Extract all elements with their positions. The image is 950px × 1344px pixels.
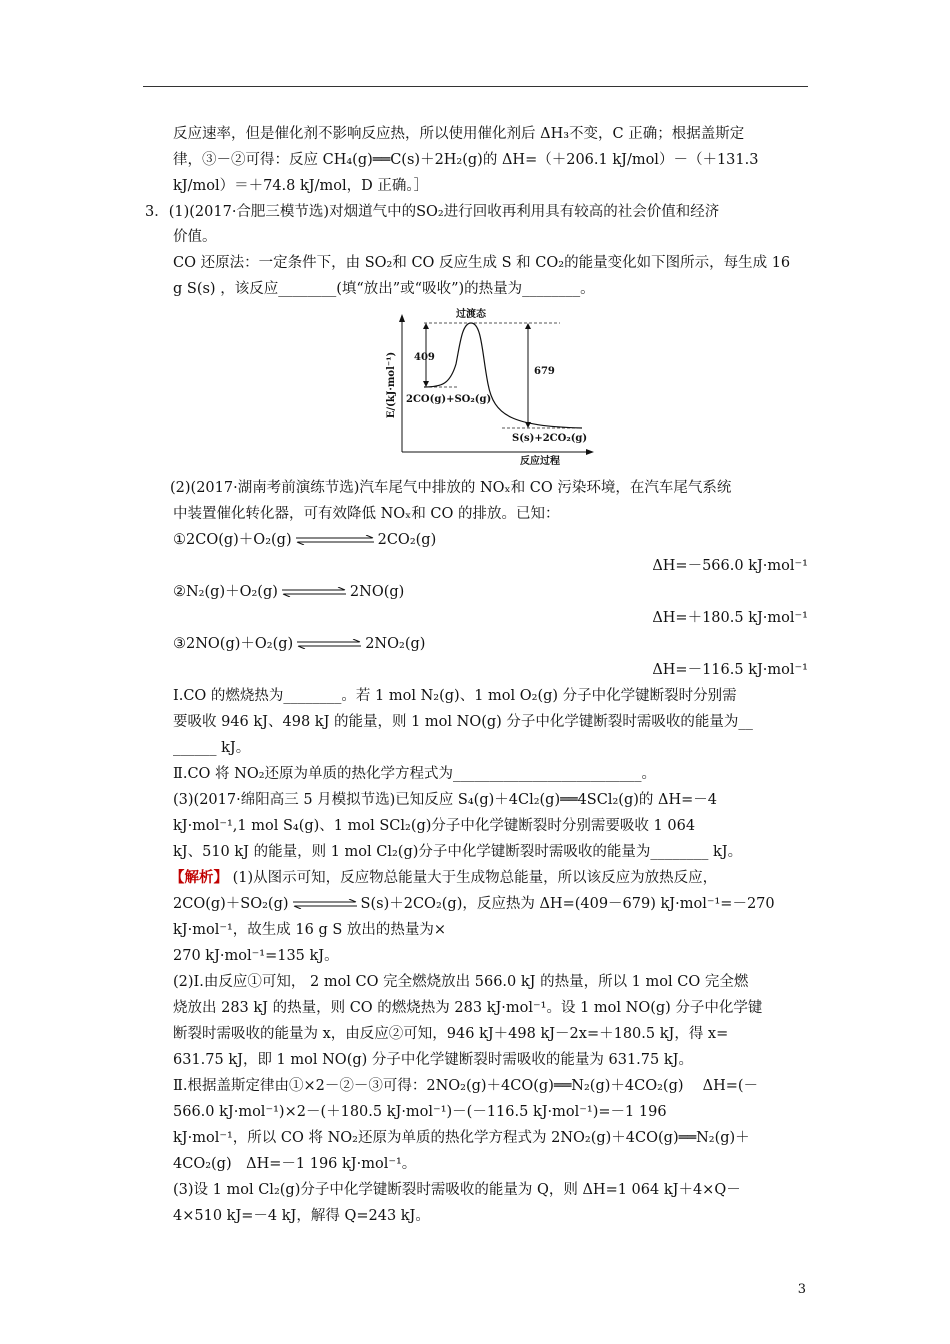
paragraph-line: kJ·mol⁻¹,1 mol S₄(g)、1 mol SCl₂(g)分子中化学键断裂时分别需要吸收 1 064 xyxy=(173,818,696,834)
solution-line: 270 kJ·mol⁻¹=135 kJ。 xyxy=(173,948,339,964)
equilibrium-arrow xyxy=(293,899,357,909)
paragraph-line: (3)(2017·绵阳高三 5 月模拟节选)已知反应 S₄(g)＋4Cl₂(g)══4SCl₂(g)的 ΔH=－4 xyxy=(173,792,717,808)
equation-1 xyxy=(173,530,436,550)
equation-2-enthalpy: ΔH=＋180.5 kJ·mol⁻¹ xyxy=(652,610,808,626)
product-label: S(s)+2CO₂(g) xyxy=(512,433,588,444)
transition-state-label: 过渡态 xyxy=(456,309,486,320)
solution-tag: 【解析】 xyxy=(170,869,228,886)
energy-curve xyxy=(424,323,582,428)
equation-3-enthalpy: ΔH=－116.5 kJ·mol⁻¹ xyxy=(652,662,808,678)
reactant-label: 2CO(g)+SO₂(g) xyxy=(406,394,492,405)
solution-line: Ⅱ.根据盖斯定律由①×2－②－③可得：2NO₂(g)＋4CO(g)══N₂(g)＋4CO₂(g) ΔH=(－ xyxy=(173,1078,759,1094)
solution-line: 566.0 kJ·mol⁻¹)×2－(＋180.5 kJ·mol⁻¹)－(－116.5 kJ·mol⁻¹)=－1 196 xyxy=(173,1104,667,1120)
barrier-arrow-head xyxy=(423,323,429,329)
equation-1-enthalpy: ΔH=－566.0 kJ·mol⁻¹ xyxy=(652,558,808,574)
equation-lhs: ③2NO(g)＋O₂(g) xyxy=(173,636,294,652)
paragraph-line: kJ/mol）＝＋74.8 kJ/mol，D 正确。］ xyxy=(173,178,429,194)
energy-diagram xyxy=(372,304,604,468)
equation-lhs: ①2CO(g)＋O₂(g) xyxy=(173,532,292,548)
paragraph-line: Ⅱ.CO 将 NO₂还原为单质的热化学方程式为__________________________。 xyxy=(173,766,657,782)
solution-line: 4×510 kJ=－4 kJ，解得 Q=243 kJ。 xyxy=(173,1208,430,1224)
equation-rhs: 2NO₂(g) xyxy=(365,636,426,652)
solution-lhs: 2CO(g)＋SO₂(g) xyxy=(173,896,289,912)
paragraph-line: 律，③－②可得：反应 CH₄(g)══C(s)＋2H₂(g)的 ΔH=（＋206.1 kJ/mol）－（＋131.3 xyxy=(173,152,759,168)
solution-line: 4CO₂(g) ΔH=－1 196 kJ·mol⁻¹。 xyxy=(173,1156,417,1172)
paragraph-line: g S(s) ，该反应________(填“放出”或“吸收”)的热量为________。 xyxy=(173,281,595,297)
paragraph-line: kJ、510 kJ 的能量，则 1 mol Cl₂(g)分子中化学键断裂时需吸收的能量为________ kJ。 xyxy=(173,844,743,860)
question-3-line: 3．(1)(2017·合肥三模节选)对烟道气中的SO₂进行回收再利用具有较高的社会价值和经济 xyxy=(145,204,720,220)
equation-3 xyxy=(173,634,425,654)
paragraph-line: CO 还原法：一定条件下，由 SO₂和 CO 反应生成 S 和 CO₂的能量变化如下图所示，每生成 16 xyxy=(173,255,791,271)
paragraph-line: 中装置催化转化器，可有效降低 NOₓ和 CO 的排放。已知： xyxy=(173,506,560,522)
solution-line-1 xyxy=(170,868,717,888)
equation-2 xyxy=(173,582,404,602)
equation-rhs: 2NO(g) xyxy=(349,584,405,600)
equation-rhs: 2CO₂(g) xyxy=(377,532,437,548)
y-axis-arrow xyxy=(399,314,405,322)
paragraph-line: 要吸收 946 kJ、498 kJ 的能量，则 1 mol NO(g) 分子中化学键断裂时需吸收的能量为__ xyxy=(173,714,753,730)
page-number: 3 xyxy=(797,1282,806,1297)
equilibrium-arrow xyxy=(282,587,346,597)
equilibrium-arrow xyxy=(297,639,361,649)
solution-line: (2)Ⅰ.由反应①可知， 2 mol CO 完全燃烧放出 566.0 kJ 的热量，所以 1 mol CO 完全燃 xyxy=(173,974,749,990)
equation-lhs: ②N₂(g)＋O₂(g) xyxy=(173,584,278,600)
delta-value: 679 xyxy=(534,366,555,377)
barrier-value: 409 xyxy=(414,352,435,363)
paragraph-line: 价值。 xyxy=(173,229,217,245)
paragraph-line: 反应速率，但是催化剂不影响反应热，所以使用催化剂后 ΔH₃不变，C 正确；根据盖斯定 xyxy=(173,126,745,142)
equilibrium-arrow xyxy=(296,535,374,545)
barrier-arrow-tail xyxy=(423,381,429,387)
solution-line: kJ·mol⁻¹，故生成 16 g S 放出的热量为× xyxy=(173,922,447,938)
enthalpy-arrow-head xyxy=(525,323,531,329)
solution-line: (3)设 1 mol Cl₂(g)分子中化学键断裂时需吸收的能量为 Q，则 ΔH=1 064 kJ＋4×Q－ xyxy=(173,1182,741,1198)
solution-text: (1)从图示可知，反应物总能量大于生成物总能量，所以该反应为放热反应， xyxy=(232,870,718,886)
solution-line: 631.75 kJ，即 1 mol NO(g) 分子中化学键断裂时需吸收的能量为 631.75 kJ。 xyxy=(173,1052,693,1068)
paragraph-line: (2)(2017·湖南考前演练节选)汽车尾气中排放的 NOₓ和 CO 污染环境，在汽车尾气系统 xyxy=(170,480,732,496)
y-axis-label: E/(kJ·mol⁻¹) xyxy=(386,351,397,419)
solution-line: 断裂时需吸收的能量为 x，由反应②可知，946 kJ＋498 kJ－2x=＋180.5 kJ，得 x= xyxy=(173,1026,729,1042)
enthalpy-arrow-tail xyxy=(525,422,531,428)
solution-rhs: S(s)＋2CO₂(g)，反应热为 ΔH=(409－679) kJ·mol⁻¹=－270 xyxy=(360,896,775,912)
x-axis-arrow xyxy=(586,449,594,455)
header-rule xyxy=(143,86,808,87)
paragraph-line: ______ kJ。 xyxy=(173,740,251,756)
solution-line: 烧放出 283 kJ 的热量，则 CO 的燃烧热为 283 kJ·mol⁻¹。设 1 mol NO(g) 分子中化学键 xyxy=(173,1000,763,1016)
solution-line: kJ·mol⁻¹，所以 CO 将 NO₂还原为单质的热化学方程式为 2NO₂(g)＋4CO(g)══N₂(g)＋ xyxy=(173,1130,750,1146)
x-axis-label: 反应过程 xyxy=(520,456,560,467)
solution-line-2 xyxy=(173,894,775,914)
paragraph-line: Ⅰ.CO 的燃烧热为________。若 1 mol N₂(g)、1 mol O₂(g) 分子中化学键断裂时分别需 xyxy=(173,688,737,704)
